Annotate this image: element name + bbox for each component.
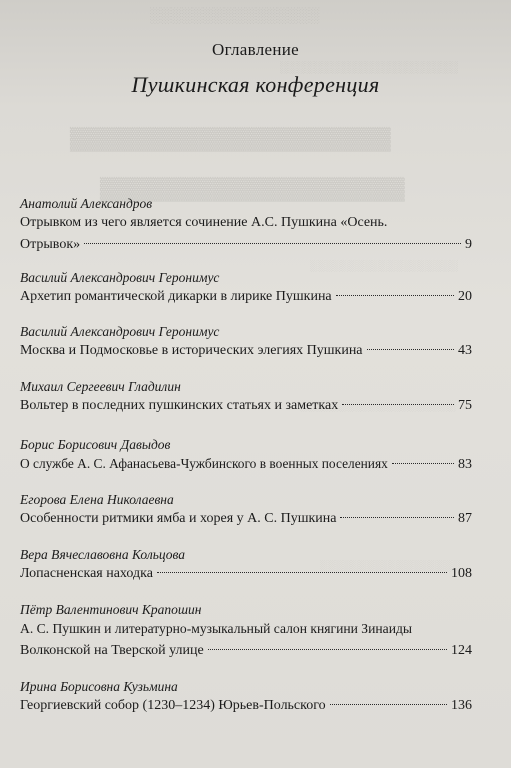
entry-title-row	[20, 563, 472, 585]
entry-title: Особенности ритмики ямба и хорея у А. С. Пушкина	[20, 511, 337, 526]
dot-leader	[336, 295, 454, 296]
page-number: 87	[458, 511, 472, 526]
entry-author: Василий Александрович Геронимус	[20, 270, 220, 285]
entry-title-row	[20, 234, 472, 256]
entry-title-row	[20, 695, 472, 717]
entry-title-line1: Отрывком из чего является сочинение А.С. Пушкина «Осень.	[20, 215, 388, 230]
entry-title: Архетип романтической дикарки в лирике Пушкина	[20, 289, 332, 304]
entry-title-row	[20, 395, 472, 417]
bleed-through-text: ░░░░░░░░░░░░░░░░ ░░░░░░░░░░░░░░░░░░░░░ ▓▓▓▓▓▓▓▓▓▓▓▓▓▓▓▓▓▓▓▓ ▓▓▓▓▓▓▓▓▓▓▓▓▓▓▓▓▓▓▓ ░░░░░░░░░░░░░░░░░░░ ░░░░░░░░░░░░░░░░░░░░ ░░░░░░░░░░░░░░░░░░	[70, 8, 461, 572]
dot-leader	[330, 704, 447, 705]
toc-entry[interactable]	[20, 378, 472, 417]
entry-author: Пётр Валентинович Крапошин	[20, 602, 202, 617]
toc-title: Оглавление	[212, 40, 299, 59]
toc-entry[interactable]	[20, 546, 472, 585]
page-number: 136	[451, 698, 472, 713]
entry-title: Москва и Подмосковье в исторических элегиях Пушкина	[20, 343, 363, 358]
dot-leader	[340, 517, 454, 518]
entry-author: Егорова Елена Николаевна	[20, 492, 174, 507]
entry-title: Георгиевский собор (1230–1234) Юрьев-Польского	[20, 698, 326, 713]
dot-leader	[84, 243, 461, 244]
entry-title-line2: Волконской на Тверской улице	[20, 643, 204, 658]
dot-leader	[392, 463, 454, 464]
dot-leader	[367, 349, 454, 350]
entry-title-line2: Отрывок»	[20, 237, 81, 252]
page-number: 124	[451, 643, 472, 658]
page-number: 83	[458, 457, 472, 472]
entry-title: Вольтер в последних пушкинских статьях и заметках	[20, 398, 339, 413]
toc-entry[interactable]	[20, 601, 472, 662]
entry-author: Ирина Борисовна Кузьмина	[20, 679, 178, 694]
entry-title-row	[20, 640, 472, 662]
entry-author: Василий Александрович Геронимус	[20, 324, 220, 339]
page-number: 75	[458, 398, 472, 413]
toc-entry[interactable]	[20, 269, 472, 308]
entry-title-row	[20, 286, 472, 308]
page-number: 43	[458, 343, 472, 358]
toc-entry[interactable]	[20, 436, 472, 476]
page-number: 108	[451, 566, 472, 581]
entry-title: О службе А. С. Афанасьева-Чужбинского в военных поселениях	[20, 456, 388, 471]
entry-author: Анатолий Александров	[20, 196, 153, 211]
entry-author: Михаил Сергеевич Гладилин	[20, 379, 181, 394]
entry-title: Лопасненская находка	[20, 566, 153, 581]
toc-entry[interactable]	[20, 491, 472, 530]
entry-title-line1: А. С. Пушкин и литературно-музыкальный салон княгини Зинаиды	[20, 621, 413, 636]
entry-author: Борис Борисович Давыдов	[20, 437, 171, 452]
dot-leader	[157, 572, 447, 573]
toc-entry[interactable]	[20, 323, 472, 362]
entry-author: Вера Вячеславовна Кольцова	[20, 547, 186, 562]
entry-title-row	[20, 340, 472, 362]
toc-entry[interactable]	[20, 195, 472, 256]
entry-title-row	[20, 508, 472, 530]
page-number: 9	[465, 237, 472, 252]
entry-title-row	[20, 453, 472, 476]
dot-leader	[208, 649, 447, 650]
dot-leader	[342, 404, 454, 405]
page-number: 20	[458, 289, 472, 304]
toc-entry[interactable]	[20, 678, 472, 717]
toc-subtitle: Пушкинская конференция	[131, 72, 380, 97]
